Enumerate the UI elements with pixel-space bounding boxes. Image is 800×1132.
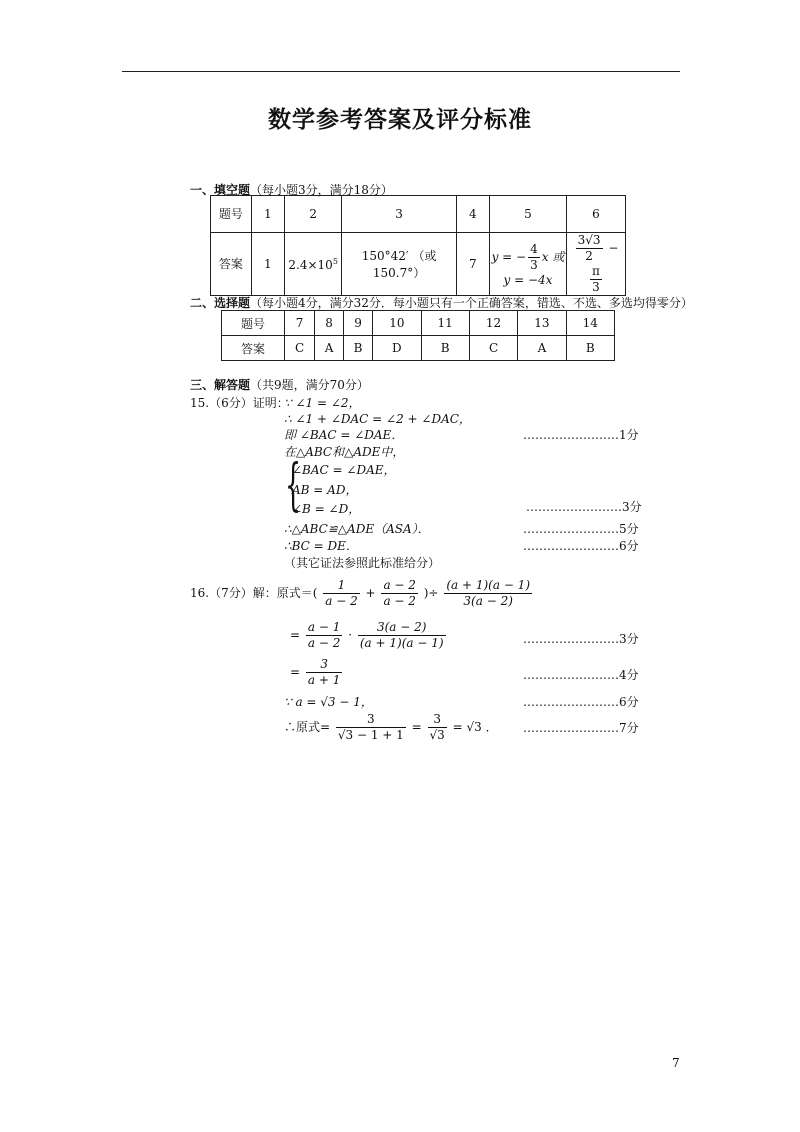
- score-marker: ……………………3分: [526, 500, 642, 514]
- choice-answer: B: [566, 336, 614, 361]
- answer-4: 7: [456, 233, 489, 296]
- q16-line5: ∴原式= $\frac{3}{√3 - 1 + 1}$ = $\frac{3}{√3}$ = √3 ．: [284, 712, 498, 742]
- q15-label: 15.（6分）证明：: [190, 396, 289, 410]
- q15-line4: 在△ABC和△ADE中，: [284, 445, 405, 459]
- section3-heading: 三、解答题（共9题，满分70分）: [190, 378, 369, 392]
- page-title: 数学参考答案及评分标准: [268, 106, 532, 133]
- answer-2: $2.4\times 10^5$: [284, 233, 341, 296]
- row-header-question: 题号: [211, 196, 252, 233]
- choice-answer: C: [469, 336, 517, 361]
- score-marker: ……………………3分: [523, 632, 639, 646]
- score-marker: ……………………6分: [523, 539, 639, 553]
- q15-brace-line2: AB = AD，: [292, 483, 358, 497]
- q15-line3: 即 ∠BAC = ∠DAE．: [284, 428, 404, 442]
- q16-line1: 16.（7分）解：原式＝( $\frac{1}{a - 2}$ + $\frac{a - 2}{a - 2}$ )÷ $\frac{(a + 1)(a - 1)}{3(a - 2)}$: [190, 578, 530, 608]
- q15-line1: ∵ ∠1 = ∠2，: [284, 396, 361, 410]
- q15-brace-line3: ∠B = ∠D，: [292, 502, 361, 516]
- fill-in-table: 题号 1 2 3 4 5 6 答案 1 $2.4\times 10^5$ 150°42′ （或 150.7°） 7 y = − $\frac{4}{3}$ x 或 y = −4x $\frac{3√3}{2}$ − $\frac{\pi}{3}$: [210, 195, 626, 296]
- score-marker: ……………………4分: [523, 668, 639, 682]
- q15-note: （其它证法参照此标准给分）: [284, 556, 441, 570]
- score-marker: ……………………5分: [523, 522, 639, 536]
- answer-3: 150°42′ （或 150.7°）: [342, 233, 456, 296]
- choice-answer: B: [343, 336, 372, 361]
- brace: {: [285, 453, 302, 518]
- answer-5: y = − $\frac{4}{3}$ x 或 y = −4x: [489, 233, 566, 296]
- choice-answer: A: [315, 336, 344, 361]
- choice-table: 题号 7 8 9 10 11 12 13 14 答案 C A B D B C A B: [221, 310, 615, 361]
- q16-line4: ∵ a = √3 − 1，: [284, 695, 373, 709]
- section2-heading: 二、选择题（每小题4分，满分32分．每小题只有一个正确答案，错选、不选、多选均得零分）: [190, 296, 693, 310]
- score-marker: ……………………7分: [523, 721, 639, 735]
- answer-6: $\frac{3√3}{2}$ − $\frac{\pi}{3}$: [567, 233, 626, 296]
- top-rule: [122, 71, 680, 72]
- row-header-answer: 答案: [211, 233, 252, 296]
- row-header-answer: 答案: [222, 336, 285, 361]
- score-marker: ……………………1分: [523, 428, 639, 442]
- q15-line5: ∴△ABC≌△ADE（ASA）．: [284, 522, 430, 536]
- score-marker: ……………………6分: [523, 695, 639, 709]
- answer-1: 1: [251, 233, 284, 296]
- q15-line2: ∴ ∠1 + ∠DAC = ∠2 + ∠DAC，: [284, 412, 471, 426]
- q16-line2: = $\frac{a - 1}{a - 2}$ · $\frac{3(a - 2)}{(a + 1)(a - 1)}$: [290, 620, 444, 650]
- q15-line6: ∴BC = DE．: [284, 539, 358, 553]
- page-number: 7: [672, 1056, 680, 1070]
- row-header-question: 题号: [222, 311, 285, 336]
- q15-brace-line1: ∠BAC = ∠DAE，: [292, 463, 396, 477]
- choice-answer: C: [285, 336, 315, 361]
- choice-answer: B: [421, 336, 469, 361]
- q16-line3: = $\frac{3}{a + 1}$: [290, 657, 341, 687]
- choice-answer: D: [373, 336, 421, 361]
- choice-answer: A: [518, 336, 566, 361]
- section1-heading: 一、填空题（每小题3分，满分18分）: [190, 183, 393, 197]
